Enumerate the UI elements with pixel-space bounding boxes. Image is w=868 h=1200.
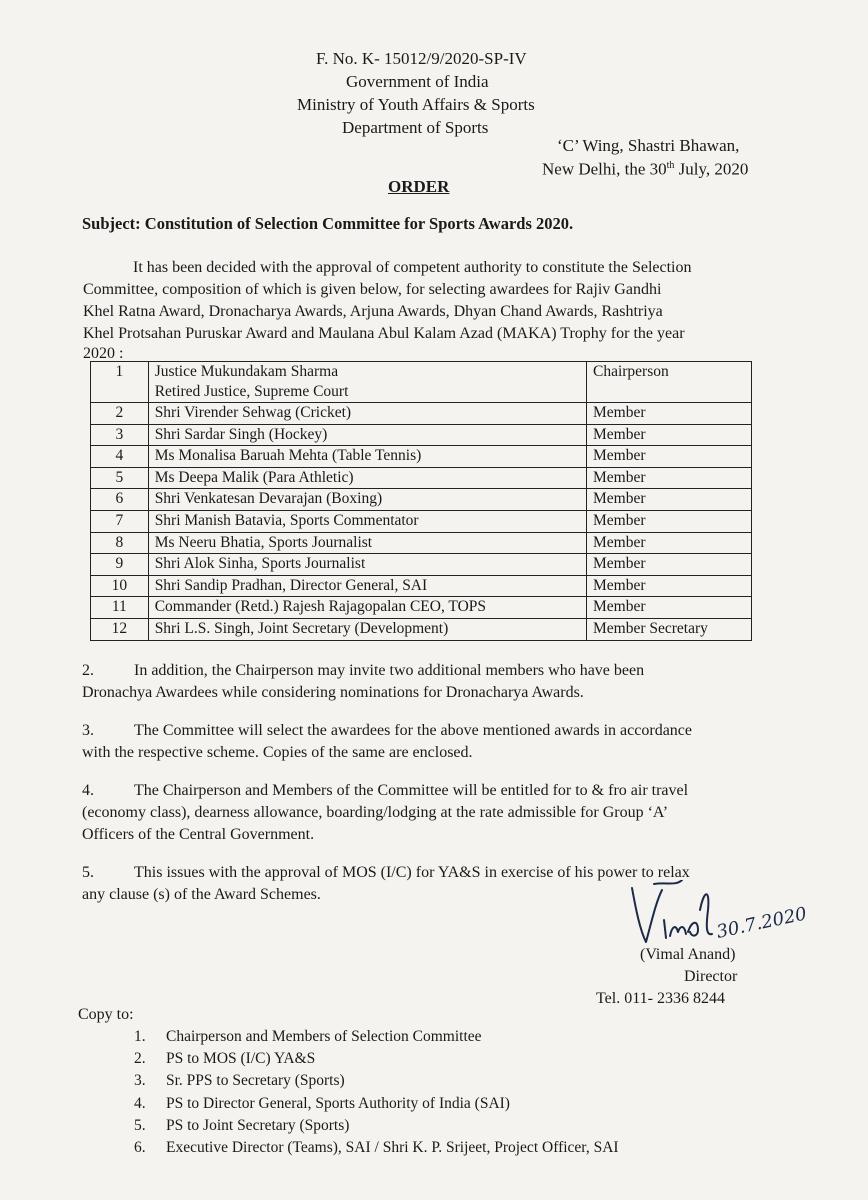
committee-row [91, 532, 752, 554]
para-4-number: 4. [82, 782, 94, 799]
committee-serial: 2 [91, 403, 149, 425]
date-prefix: New Delhi, the 30 [542, 159, 667, 179]
copy-to-item-text: Chairperson and Members of Selection Committee [166, 1028, 482, 1045]
handwritten-signature [626, 880, 826, 950]
committee-role: Member [586, 424, 751, 446]
intro-line-3: Khel Ratna Award, Dronacharya Awards, Arjuna Awards, Dhyan Chand Awards, Rashtriya [83, 303, 663, 320]
committee-row [91, 554, 752, 576]
copy-to-item [134, 1026, 619, 1048]
copy-to-item [134, 1115, 619, 1137]
committee-member-name: Shri Venkatesan Devarajan (Boxing) [148, 489, 586, 511]
committee-row [91, 362, 752, 403]
government-line: Government of India [346, 72, 489, 91]
para-3-line-2: with the respective scheme. Copies of the same are enclosed. [82, 744, 473, 761]
para-4-line-3: Officers of the Central Government. [82, 826, 315, 843]
committee-row [91, 597, 752, 619]
committee-row [91, 489, 752, 511]
date-suffix: July, 2020 [674, 159, 749, 179]
para-5-line-2: any clause (s) of the Award Schemes. [82, 886, 321, 903]
copy-to-item-number: 6. [134, 1139, 146, 1157]
committee-role: Member [586, 467, 751, 489]
copy-to-label: Copy to: [78, 1006, 134, 1023]
subject-line: Subject: Constitution of Selection Committee for Sports Awards 2020. [82, 214, 574, 233]
signatory-designation: Director [684, 968, 738, 985]
file-number: F. No. K- 15012/9/2020-SP-IV [316, 49, 527, 68]
svg-text:30.7.2020: 30.7.2020 [714, 903, 809, 943]
date-line [542, 155, 748, 181]
intro-line-4: Khel Protsahan Puruskar Award and Maulana Abul Kalam Azad (MAKA) Trophy for the year [83, 325, 685, 342]
para-2-number: 2. [82, 662, 94, 679]
intro-line-5: 2020 : [83, 345, 124, 362]
department-line: Department of Sports [342, 118, 489, 137]
committee-row [91, 510, 752, 532]
committee-serial: 3 [91, 424, 149, 446]
copy-to-item-text: Executive Director (Teams), SAI / Shri K. P. Srijeet, Project Officer, SAI [166, 1139, 619, 1157]
committee-role: Member [586, 554, 751, 576]
copy-to-item-number: 1. [134, 1028, 146, 1045]
copy-to-item [134, 1070, 619, 1092]
committee-row [91, 446, 752, 468]
copy-to-item-text: PS to Director General, Sports Authority of India (SAI) [166, 1094, 510, 1112]
committee-serial: 8 [91, 532, 149, 554]
copy-to-item-text: PS to Joint Secretary (Sports) [166, 1116, 350, 1134]
committee-serial: 11 [91, 597, 149, 619]
committee-serial: 5 [91, 467, 149, 489]
committee-role: Chairperson [586, 362, 751, 403]
para-4-line-1: The Chairperson and Members of the Committee will be entitled for to & fro air travel [134, 782, 689, 799]
committee-role: Member [586, 446, 751, 468]
committee-row [91, 575, 752, 597]
committee-member-name: Shri Sandip Pradhan, Director General, SAI [148, 575, 586, 597]
para-3-number: 3. [82, 722, 94, 739]
committee-member-name-line2: Retired Justice, Supreme Court [154, 383, 349, 400]
committee-member-name: Shri Manish Batavia, Sports Commentator [148, 510, 586, 532]
copy-to-item-text: PS to MOS (I/C) YA&S [166, 1050, 316, 1068]
committee-role: Member [586, 532, 751, 554]
committee-role: Member [586, 575, 751, 597]
committee-row [91, 618, 752, 640]
committee-serial: 4 [91, 446, 149, 468]
para-2-line-1: In addition, the Chairperson may invite two additional members who have been [134, 662, 645, 679]
committee-serial: 9 [91, 554, 149, 576]
intro-line-2: Committee, composition of which is given below, for selecting awardees for Rajiv Gandhi [83, 281, 662, 298]
committee-serial: 7 [91, 510, 149, 532]
copy-to-item-number: 2. [134, 1050, 146, 1068]
committee-member-name: Ms Deepa Malik (Para Athletic) [148, 467, 586, 489]
copy-to-item [134, 1137, 619, 1159]
committee-member-name: Shri Sardar Singh (Hockey) [148, 424, 586, 446]
committee-member-name: Shri Alok Sinha, Sports Journalist [148, 554, 586, 576]
committee-member-name: Ms Monalisa Baruah Mehta (Table Tennis) [148, 446, 586, 468]
committee-role: Member [586, 403, 751, 425]
committee-role: Member [586, 597, 751, 619]
para-2-line-2: Dronachya Awardees while considering nominations for Dronacharya Awards. [82, 684, 584, 701]
copy-to-item-number: 3. [134, 1072, 146, 1090]
committee-member-name: Shri L.S. Singh, Joint Secretary (Development) [148, 618, 586, 640]
committee-serial: 10 [91, 575, 149, 597]
copy-to-list [134, 1026, 619, 1159]
copy-to-item-text: Sr. PPS to Secretary (Sports) [166, 1072, 345, 1090]
committee-table [90, 361, 752, 641]
ministry-line: Ministry of Youth Affairs & Sports [297, 95, 535, 114]
committee-serial: 1 [91, 362, 149, 403]
signatory-name: (Vimal Anand) [640, 946, 736, 963]
para-5-number: 5. [82, 864, 94, 881]
committee-row [91, 424, 752, 446]
committee-member-name: Commander (Retd.) Rajesh Rajagopalan CEO, TOPS [148, 597, 586, 619]
committee-role: Member [586, 489, 751, 511]
committee-row [91, 403, 752, 425]
para-4-line-2: (economy class), dearness allowance, boarding/lodging at the rate admissible for Group ‘A’ [82, 804, 669, 821]
date-superscript: th [666, 160, 675, 171]
committee-member-name: Ms Neeru Bhatia, Sports Journalist [148, 532, 586, 554]
address-line: ‘C’ Wing, Shastri Bhawan, [557, 136, 740, 155]
signatory-telephone: Tel. 011- 2336 8244 [596, 990, 725, 1007]
copy-to-item [134, 1093, 619, 1115]
intro-line-1: It has been decided with the approval of competent authority to constitute the Selection [133, 259, 692, 276]
committee-member-name [148, 362, 586, 403]
committee-role: Member Secretary [586, 618, 751, 640]
order-title: ORDER [388, 177, 450, 196]
committee-member-name-line1: Justice Mukundakam Sharma [154, 363, 339, 380]
committee-serial: 12 [91, 618, 149, 640]
para-5-line-1: This issues with the approval of MOS (I/C) for YA&S in exercise of his power to relax [134, 864, 690, 881]
committee-row [91, 467, 752, 489]
copy-to-item-number: 4. [134, 1094, 146, 1112]
committee-serial: 6 [91, 489, 149, 511]
committee-member-name: Shri Virender Sehwag (Cricket) [148, 403, 586, 425]
committee-role: Member [586, 510, 751, 532]
para-3-line-1: The Committee will select the awardees for the above mentioned awards in accordance [134, 722, 692, 739]
copy-to-item-number: 5. [134, 1116, 146, 1134]
copy-to-item [134, 1048, 619, 1070]
